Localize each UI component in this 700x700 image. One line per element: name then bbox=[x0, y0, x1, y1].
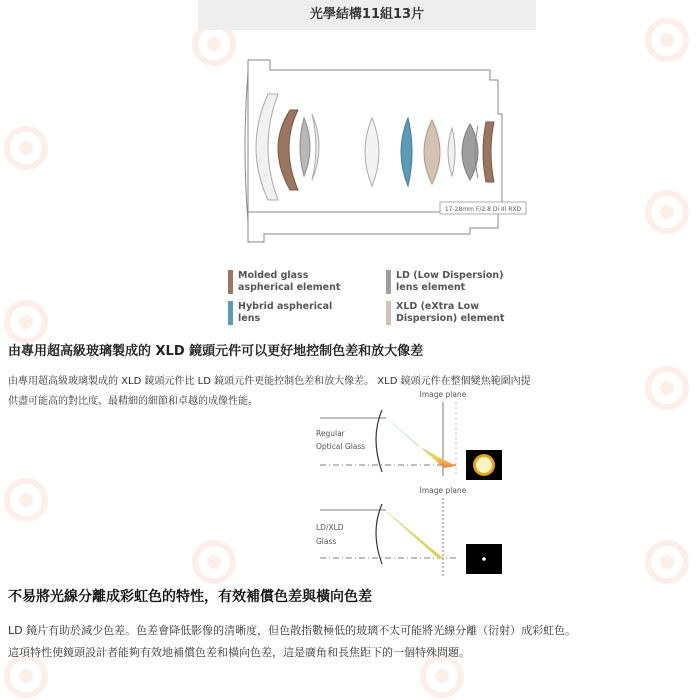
legend-label: Molded glass bbox=[238, 270, 309, 281]
legend-label: aspherical element bbox=[238, 282, 341, 293]
watermark-logo-icon bbox=[4, 126, 48, 170]
bottom-image-plane-label: Image plane bbox=[419, 486, 467, 495]
watermark-logo-icon bbox=[4, 300, 48, 344]
dispersion-section-paragraph bbox=[8, 620, 576, 664]
watermark-logo-icon bbox=[4, 478, 48, 522]
watermark-logo-icon bbox=[192, 540, 236, 584]
paragraph-line: 供盡可能高的對比度、最精細的細節和卓越的成像性能。 bbox=[8, 396, 258, 407]
paragraph-line: 這項特性使鏡頭設計者能夠有效地補償色差和橫向色差，這是廣角和長焦距下的一個特殊問題。 bbox=[8, 646, 470, 659]
top-image-plane-label: Image plane bbox=[419, 390, 467, 399]
watermark-logo-icon bbox=[645, 366, 689, 410]
legend-swatch bbox=[228, 301, 233, 325]
lens-model-label: 17-28mm F/2.8 Di III RXD bbox=[444, 206, 522, 213]
ld-xld-glass-label-line2: Glass bbox=[316, 537, 337, 546]
dispersion-comparison-diagram bbox=[308, 386, 508, 578]
optical-structure-title: 光學結構11組13片 bbox=[198, 0, 536, 30]
regular-glass-label-line2: Optical Glass bbox=[316, 442, 366, 451]
legend-label: lens bbox=[238, 313, 261, 324]
xld-section-heading: 由專用超高級玻璃製成的 XLD 鏡頭元件可以更好地控制色差和放大像差 bbox=[8, 344, 424, 359]
watermark-logo-icon bbox=[645, 190, 689, 234]
watermark-logo-icon bbox=[645, 540, 689, 584]
watermark-logo-icon bbox=[645, 18, 689, 62]
legend-swatch bbox=[386, 301, 391, 325]
legend-label: lens element bbox=[396, 282, 466, 293]
legend-label: Dispersion) element bbox=[396, 313, 505, 324]
regular-glass-label-line1: Regular bbox=[316, 429, 345, 438]
lens-construction-diagram bbox=[240, 52, 535, 248]
legend-label: XLD (eXtra Low bbox=[396, 301, 479, 312]
legend-label: LD (Low Dispersion) bbox=[396, 270, 504, 281]
legend-label: Hybrid aspherical bbox=[238, 301, 333, 312]
ld-xld-glass-label-line1: LD/XLD bbox=[316, 523, 344, 532]
dispersion-section-heading: 不易將光線分離成彩虹色的特性，有效補償色差與橫向色差 bbox=[8, 589, 372, 605]
legend-swatch bbox=[386, 270, 391, 294]
legend-swatch bbox=[228, 270, 233, 294]
paragraph-line: LD 鏡片有助於減少色差。色差會降低影像的清晰度，但色散指數極低的玻璃不太可能將光線分離（衍射）成彩虹色。 bbox=[8, 624, 577, 637]
paragraph-line: 由專用超高級玻璃製成的 XLD 鏡頭元件比 LD 鏡頭元件更能控制色差和放大像差。 XLD 鏡頭元件在整個變焦範圍內提 bbox=[8, 376, 531, 387]
